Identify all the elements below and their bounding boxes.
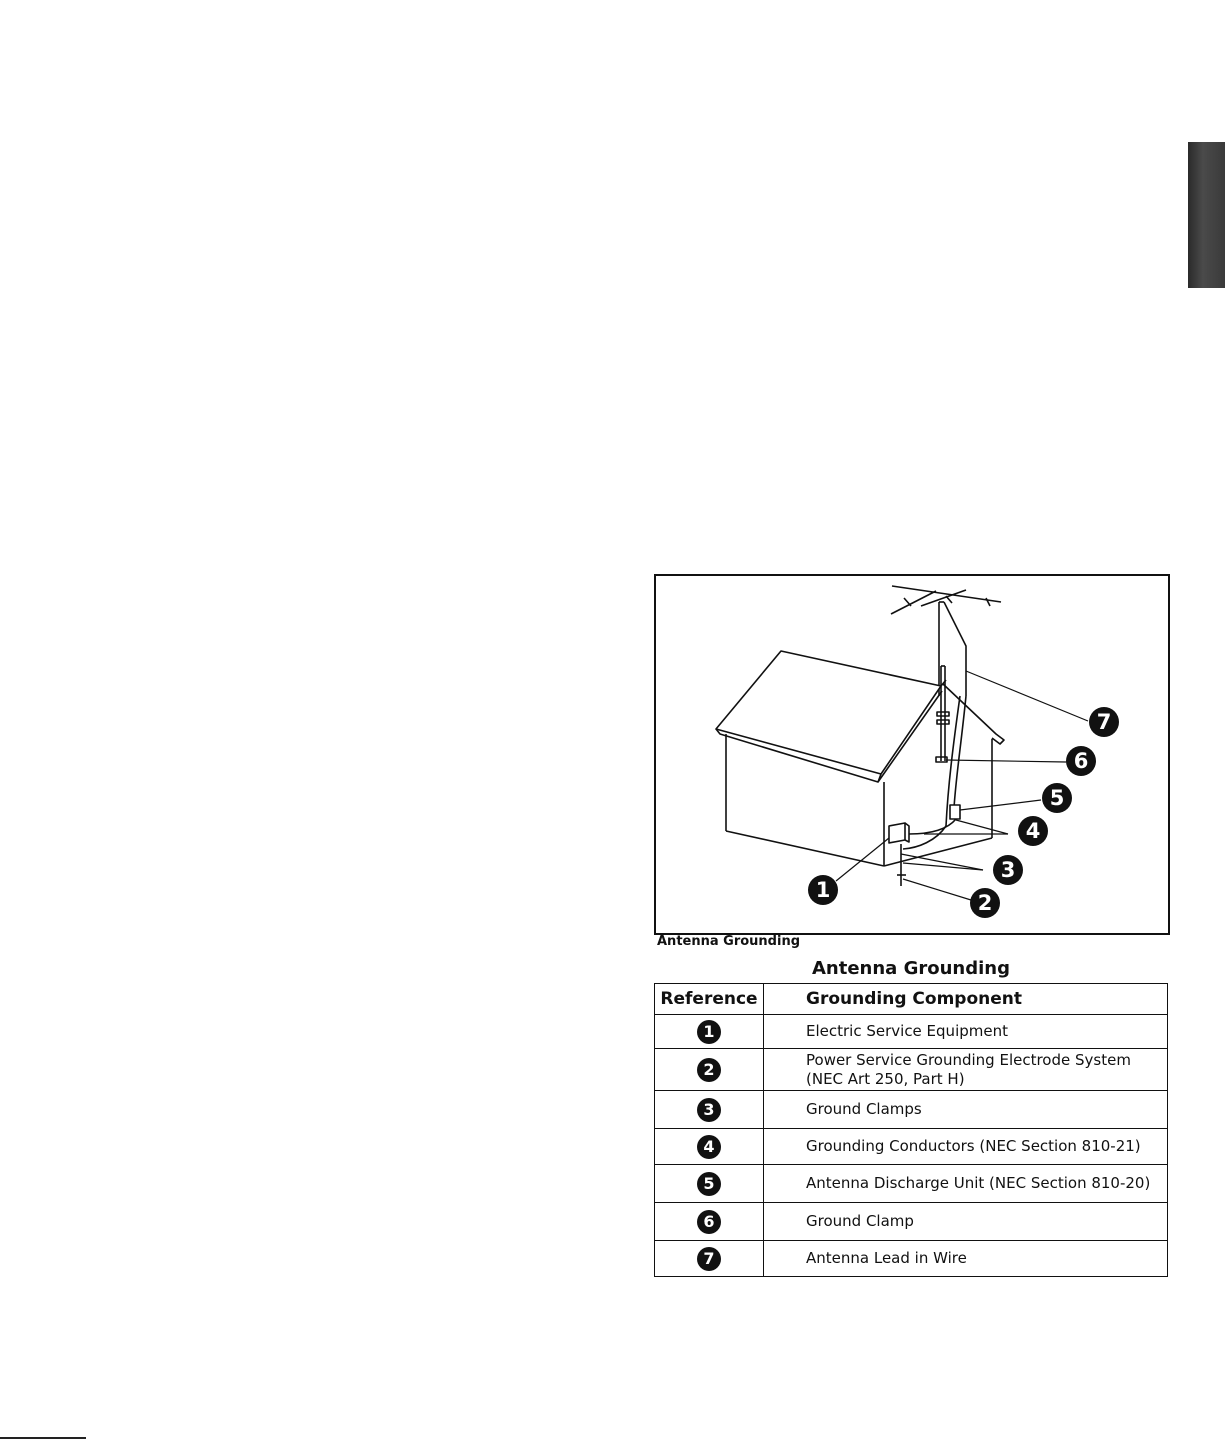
callout-1-label: 1: [815, 878, 831, 902]
component-text-line-2: (NEC Art 250, Part H): [806, 1069, 965, 1088]
table-row: [655, 1241, 1168, 1277]
figure-caption: Antenna Grounding: [657, 934, 800, 949]
table-row: [655, 1129, 1168, 1165]
callout-7-label: 7: [1096, 710, 1112, 734]
grounding-component-table: [654, 983, 1168, 1277]
reference-badge-icon: 7: [697, 1247, 721, 1271]
reference-badge-icon: 6: [697, 1210, 721, 1234]
callout-2-label: 2: [977, 891, 993, 915]
antenna-element: [892, 586, 1001, 602]
component-text: Antenna Lead in Wire: [806, 1249, 967, 1267]
reference-badge-icon: 4: [697, 1135, 721, 1159]
leader-1: [836, 838, 889, 881]
table-header-row: [655, 984, 1168, 1015]
leader-3: [901, 854, 983, 870]
component-text: Grounding Conductors (NEC Section 810-21): [806, 1137, 1141, 1155]
component-text: Electric Service Equipment: [806, 1022, 1008, 1040]
chapter-edge-tab: [1188, 142, 1225, 288]
reference-badge-icon: 5: [697, 1172, 721, 1196]
component-text: Ground Clamps: [806, 1100, 922, 1118]
component-text: Power Service Grounding Electrode System: [806, 1050, 1131, 1069]
reference-header: Reference: [655, 984, 764, 1015]
reference-badge-icon: 2: [697, 1058, 721, 1082]
callout-6-label: 6: [1073, 749, 1089, 773]
reference-badge-icon: 1: [697, 1020, 721, 1044]
table-row: [655, 1049, 1168, 1091]
table-row: [655, 1015, 1168, 1049]
callout-5-label: 5: [1049, 786, 1065, 810]
antenna-element: [921, 590, 966, 606]
table-row: [655, 1091, 1168, 1129]
leader-7: [966, 671, 1088, 721]
reference-badge-icon: 3: [697, 1098, 721, 1122]
page-footer-rule: [0, 1437, 86, 1439]
callout-4-label: 4: [1025, 819, 1041, 843]
leader-6: [946, 760, 1066, 762]
component-text: Antenna Discharge Unit (NEC Section 810-20): [806, 1174, 1151, 1192]
house-antenna-illustration: [656, 576, 1168, 933]
callout-3-label: 3: [1000, 858, 1016, 882]
component-text: Ground Clamp: [806, 1212, 914, 1230]
leader-2: [903, 879, 971, 900]
component-header: Grounding Component: [764, 984, 1168, 1015]
table-row: [655, 1203, 1168, 1241]
antenna-grounding-figure: [654, 574, 1170, 935]
table-title: Antenna Grounding: [812, 958, 1010, 979]
leader-5: [960, 800, 1041, 810]
table-row: [655, 1165, 1168, 1203]
